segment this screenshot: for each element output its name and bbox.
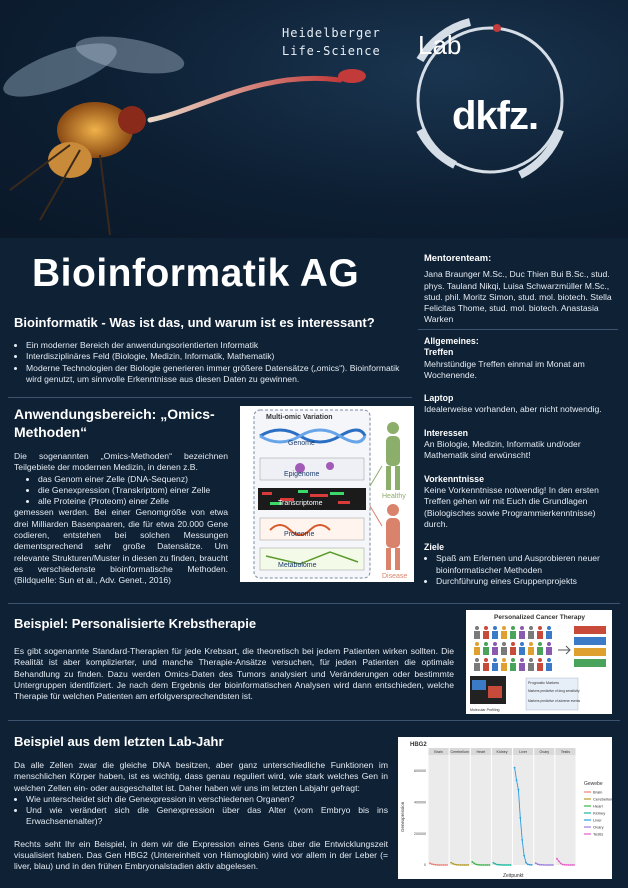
cancer-therapy-diagram	[466, 610, 612, 714]
list-item: • das Genom einer Zelle (DNA-Sequenz)	[38, 474, 228, 485]
list-item: • die Genexpression (Transkriptom) einer Zelle	[38, 485, 228, 496]
general-info	[424, 336, 620, 587]
data-point	[473, 863, 475, 865]
legend-title: Gewebe	[584, 781, 603, 787]
section-heading-bioinformatik: Bioinformatik - Was ist das, und warum ist es interessant?	[14, 315, 375, 330]
data-point	[525, 862, 527, 864]
data-point	[471, 861, 473, 863]
data-point	[481, 864, 483, 866]
data-point	[558, 860, 560, 862]
person-icon	[474, 631, 480, 639]
data-point	[435, 864, 437, 866]
divider	[8, 720, 620, 721]
person-icon	[537, 631, 543, 639]
person-icon	[474, 647, 480, 655]
data-point	[466, 864, 468, 866]
data-point	[564, 864, 566, 866]
facet-label: Liver	[519, 750, 528, 754]
section2-text	[14, 451, 228, 587]
divider	[418, 329, 618, 330]
person-icon	[475, 626, 479, 630]
list-item: • alle Proteine (Proteom) einer Zelle	[38, 496, 228, 507]
facet-label: Brain	[434, 750, 443, 754]
person-icon	[492, 631, 498, 639]
layer-label: Metabolome	[278, 562, 317, 569]
data-point	[566, 864, 568, 866]
brand-heidelberger: Heidelberger	[282, 26, 381, 40]
data-point	[541, 864, 543, 866]
therapy-group	[574, 659, 606, 667]
data-point	[567, 864, 569, 866]
layer-label: Proteome	[284, 531, 315, 538]
therapy-group	[574, 637, 606, 645]
chart-title: HBG2	[410, 742, 427, 748]
figure-label: Markers predictive of drug sensitivity	[528, 689, 580, 693]
interessen-text: An Biologie, Medizin, Informatik und/oder Mathematik sind erwünscht!	[424, 439, 581, 461]
person-icon	[546, 647, 552, 655]
y-tick-label: 0	[424, 863, 426, 868]
data-point	[546, 864, 548, 866]
legend-label: Kidney	[593, 810, 606, 816]
omics-figure	[240, 406, 414, 582]
person-icon	[501, 631, 507, 639]
data-point	[537, 863, 539, 865]
data-point	[496, 864, 498, 866]
facet-panel	[450, 755, 470, 865]
data-point	[531, 864, 533, 866]
data-point	[506, 864, 508, 866]
hbg2-plot	[398, 737, 612, 879]
data-point	[548, 864, 550, 866]
data-point	[542, 864, 544, 866]
person-icon	[483, 663, 489, 671]
facet-panel	[534, 755, 554, 865]
person-icon	[538, 626, 542, 630]
data-point	[494, 863, 496, 865]
person-icon	[502, 658, 506, 662]
mentor-list: Jana Braunger M.Sc., Duc Thien Bui B.Sc., stud. phys. Tauland Nikqi, Luisa Schwarzmüller M.Sc., stud. phil. Moritz Simon, stud. mol. biotech. Stella Felicitas Thome, stud. mol. biotech. Anastasia Warken	[424, 269, 612, 325]
list-item: • Interdisziplinäres Feld (Biologie, Medizin, Informatik, Mathematik)	[26, 351, 404, 362]
data-point	[475, 864, 477, 866]
data-point	[544, 864, 546, 866]
figure-label: Molecular Profiling	[470, 708, 500, 712]
data-point	[569, 864, 571, 866]
paragraph: gemessen werden. Bei einer Genomgröße von etwa drei Milliarden Basenpaaren, die für etwa 20.000 Gene codieren, entstehen bei solchen Messungen dementsprechend sehr große Datensätze. Um relevante Strukturen/Muster in diesen zu finden, braucht es verschiedenste bioinformatische Methoden. (Bildquelle: Sun et al., Adv. Genet., 2016)	[14, 507, 228, 586]
person-icon	[520, 658, 524, 662]
person-icon	[502, 626, 506, 630]
healthy-label: Healthy	[382, 493, 406, 500]
paragraph: Rechts seht Ihr ein Beispiel, in dem wir die Expression eines Gens über die Entwicklungszeit visualisiert haben. Das Gen HBG2 (Untereinheit von Hämoglobin) wird vor allem in der Leber (= liver, blau) und in den frühen Embryonalstadien aktiv abgelesen.	[14, 838, 388, 872]
data-point	[444, 864, 446, 866]
person-icon	[510, 631, 516, 639]
data-point	[527, 864, 529, 866]
data-point	[450, 862, 452, 864]
facet-label: Heart	[476, 750, 486, 754]
person-icon	[475, 642, 479, 646]
omics-figure-title: Multi-omic Variation	[266, 414, 333, 421]
person-icon	[537, 663, 543, 671]
brand-lab: Lab	[418, 30, 462, 60]
paragraph: Da alle Zellen zwar die gleiche DNA besitzen, aber ganz unterschiedliche Funktionen im menschlichen Körper haben, ist es wichtig, dass genau reguliert wird, wie stark welches Gen in welchen Zellen ein- oder ausgeschaltet ist. Daher haben wir uns im letzten Labjahr gefragt:	[14, 760, 388, 793]
data-point	[518, 789, 520, 791]
facet-panel	[492, 755, 512, 865]
data-point	[460, 864, 462, 866]
person-icon	[529, 658, 533, 662]
person-icon	[493, 642, 497, 646]
y-tick-label: 200000	[414, 831, 426, 836]
right-column	[424, 252, 620, 326]
section-heading-lab-jahr: Beispiel aus dem letzten Lab-Jahr	[14, 734, 224, 749]
data-point	[516, 779, 518, 781]
data-point	[498, 864, 500, 866]
person-icon	[528, 631, 534, 639]
data-point	[502, 864, 504, 866]
person-icon	[528, 647, 534, 655]
list-item: • Moderne Technologien der Biologie generieren immer größere Datensätze („omics“). Bioinformatik wird genutzt, um sinnvolle Erkenntnisse aus diesen Daten zu gewinnen.	[26, 363, 404, 386]
data-point	[454, 864, 456, 866]
person-icon	[537, 647, 543, 655]
person-icon	[511, 658, 515, 662]
person-icon	[484, 642, 488, 646]
data-point	[493, 862, 495, 864]
legend-label: Liver	[593, 817, 602, 823]
legend-label: Testis	[593, 831, 604, 837]
data-point	[556, 858, 558, 860]
data-point	[487, 864, 489, 866]
data-point	[571, 864, 573, 866]
divider	[8, 397, 412, 398]
interessen-heading: Interessen	[424, 427, 469, 438]
layer-label: Transcriptome	[278, 500, 323, 507]
data-point	[560, 863, 562, 865]
list-item: • Durchführung eines Gruppenprojekts	[436, 576, 620, 587]
facet-panel	[429, 755, 449, 865]
data-point	[523, 855, 525, 857]
data-point	[562, 864, 564, 866]
person-icon	[528, 663, 534, 671]
data-point	[521, 839, 523, 841]
person-icon	[511, 642, 515, 646]
data-point	[431, 863, 433, 865]
facet-panel	[555, 755, 575, 865]
data-point	[535, 862, 537, 864]
data-point	[504, 864, 506, 866]
dkfz-logo: dkfz.	[452, 94, 539, 138]
person-icon	[511, 626, 515, 630]
layer-label: Epigenome	[284, 471, 320, 478]
general-heading: Allgemeines:	[424, 336, 479, 346]
data-point	[462, 864, 464, 866]
person-icon	[546, 663, 552, 671]
list-item: • Spaß am Erlernen und Ausprobieren neuer bioinformatischer Methoden	[436, 553, 620, 576]
data-point	[485, 864, 487, 866]
data-point	[446, 864, 448, 866]
laptop-heading: Laptop	[424, 393, 454, 404]
ziele-heading: Ziele	[424, 542, 445, 553]
person-icon	[547, 658, 551, 662]
data-point	[508, 864, 510, 866]
person-icon	[510, 663, 516, 671]
therapy-group	[574, 626, 606, 634]
person-icon	[538, 658, 542, 662]
arrow-icon	[558, 646, 570, 654]
person-icon	[529, 626, 533, 630]
facet-label: Kidney	[496, 750, 508, 754]
person-icon	[520, 626, 524, 630]
vorkenntnisse-heading: Vorkenntnisse	[424, 473, 484, 484]
section3-text: Es gibt sogenannte Standard-Therapien für jede Krebsart, die theoretisch bei jedem Patienten wirken sollten. Die Realität ist aber komplizierter, und manche Therapie-Ansätze versuchen, für jeden Patienten die optimale Behandlung zu finden. Dazu werden Omics-Daten des Tumors analysiert und Veränderungen oder bestimmte Untergruppen identifiziert. Je nach dem Ergebnis der bioinformatischen Analysen wird dann entschieden, welche Therapie für welchen Patienten am erfolgversprechendsten ist.	[14, 646, 454, 702]
header-banner	[0, 0, 628, 238]
figure-label: Markers predictive of adverse events	[528, 699, 581, 703]
omics-diagram	[240, 406, 414, 582]
laptop-text: Idealerweise vorhanden, aber nicht notwendig.	[424, 404, 602, 415]
data-point	[464, 864, 466, 866]
person-icon	[519, 647, 525, 655]
layer-label: Genome	[288, 440, 315, 447]
page-title: Bioinformatik AG	[32, 252, 360, 295]
legend-label: Brain	[593, 789, 603, 795]
person-icon	[519, 631, 525, 639]
person-icon	[475, 658, 479, 662]
hbg2-chart	[398, 737, 612, 879]
data-point	[573, 864, 575, 866]
person-icon	[501, 647, 507, 655]
treffen-heading: Treffen	[424, 347, 454, 358]
data-point	[458, 864, 460, 866]
data-point	[433, 864, 435, 866]
person-icon	[493, 658, 497, 662]
facet-panel	[471, 755, 491, 865]
data-point	[437, 864, 439, 866]
legend-label: Heart	[593, 803, 603, 809]
chart-ylabel: Genexpression	[400, 801, 405, 832]
data-point	[429, 862, 431, 864]
facet-label: Ovary	[539, 750, 550, 754]
person-icon	[492, 663, 498, 671]
data-point	[552, 864, 554, 866]
person-icon	[501, 663, 507, 671]
treffen-text: Mehrstündige Treffen einmal im Monat am Wochenende.	[424, 358, 585, 380]
divider	[8, 603, 620, 604]
person-icon	[529, 642, 533, 646]
list-item: • Und wie verändert sich die Genexpression über das Alter (vom Embryo bis ins Erwachsenenalter)?	[26, 805, 388, 828]
person-icon	[483, 647, 489, 655]
data-point	[483, 864, 485, 866]
data-point	[441, 864, 443, 866]
data-point	[479, 864, 481, 866]
cancer-figure-title: Personalized Cancer Therapy	[494, 614, 586, 621]
data-point	[550, 864, 552, 866]
therapy-group	[574, 648, 606, 656]
person-icon	[493, 626, 497, 630]
list-item: • Wie unterscheidet sich die Genexpression in verschiedenen Organen?	[26, 794, 388, 805]
person-icon	[474, 663, 480, 671]
data-point	[529, 864, 531, 866]
person-icon	[546, 631, 552, 639]
section-heading-krebstherapie: Beispiel: Personalisierte Krebstherapie	[14, 616, 257, 631]
person-icon	[520, 642, 524, 646]
data-point	[539, 864, 541, 866]
section-heading-omics: Anwendungsbereich: „Omics-Methoden“	[14, 406, 215, 440]
chart-xlabel: Zeitpunkt	[503, 873, 524, 879]
facet-label: Cerebellum	[450, 750, 469, 754]
legend-label: Cerebellum	[593, 796, 612, 802]
vorkenntnisse-text: Keine Vorkenntnisse notwendig! In den ersten Treffen gehen wir mit Euch die Grundlagen (Biologisches sowie Programmierkenntnisse) durch.	[424, 484, 599, 529]
data-point	[489, 864, 491, 866]
data-point	[439, 864, 441, 866]
person-icon	[484, 658, 488, 662]
person-icon	[519, 663, 525, 671]
disease-label: Disease	[382, 573, 408, 580]
data-point	[452, 863, 454, 865]
person-icon	[538, 642, 542, 646]
paragraph: Die sogenannten „Omics-Methoden“ bezeichnen Teilgebiete der modernen Medizin, in denen z.B.	[14, 451, 228, 473]
figure-label: Prognostic Markers	[528, 681, 559, 685]
person-icon	[547, 642, 551, 646]
facet-label: Testis	[560, 750, 571, 754]
person-icon	[502, 642, 506, 646]
mentor-heading: Mentorenteam:	[424, 252, 492, 263]
section1-list	[14, 340, 404, 385]
data-point	[477, 864, 479, 866]
data-point	[514, 767, 516, 769]
data-point	[456, 864, 458, 866]
person-icon	[492, 647, 498, 655]
data-point	[442, 864, 444, 866]
y-tick-label: 600000	[414, 768, 426, 773]
person-icon	[484, 626, 488, 630]
cancer-therapy-figure	[466, 610, 612, 714]
section4-text	[14, 760, 388, 873]
brand-life-science: Life-Science	[282, 44, 381, 58]
person-icon	[510, 647, 516, 655]
y-tick-label: 400000	[414, 800, 426, 805]
legend-label: Ovary	[593, 824, 604, 830]
person-icon	[547, 626, 551, 630]
data-point	[510, 864, 512, 866]
data-point	[519, 817, 521, 819]
list-item: • Ein moderner Bereich der anwendungsorientierten Informatik	[26, 340, 404, 351]
data-point	[467, 864, 469, 866]
person-icon	[483, 631, 489, 639]
data-point	[500, 864, 502, 866]
